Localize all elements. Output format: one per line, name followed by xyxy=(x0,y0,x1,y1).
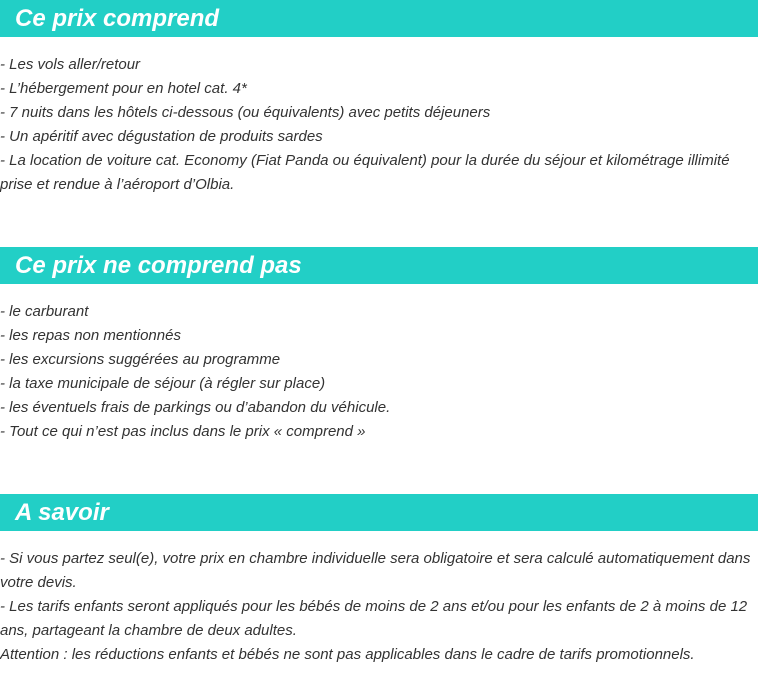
item-list xyxy=(0,531,758,667)
section-title: A savoir xyxy=(0,494,758,531)
list-item: - La location de voiture cat. Economy (Fiat Panda ou équivalent) pour la durée du séjour et kilométrage illimité prise et rendue à l’aéroport d’Olbia. xyxy=(0,152,730,193)
item-list xyxy=(0,284,758,444)
list-item: - les excursions suggérées au programme xyxy=(0,351,281,368)
list-item: - le carburant xyxy=(0,303,89,320)
list-item: - les éventuels frais de parkings ou d’abandon du véhicule. xyxy=(0,399,391,416)
section-title: Ce prix ne comprend pas xyxy=(0,247,758,284)
list-item: - L’hébergement pour en hotel cat. 4* xyxy=(0,80,247,97)
list-item: - Un apéritif avec dégustation de produits sardes xyxy=(0,128,323,145)
list-item: - Tout ce qui n’est pas inclus dans le prix « comprend » xyxy=(0,423,366,440)
item-list xyxy=(0,37,758,197)
section-good-to-know xyxy=(0,494,758,667)
section-price-includes xyxy=(0,0,758,197)
list-item: Attention : les réductions enfants et bébés ne sont pas applicables dans le cadre de tarifs promotionnels. xyxy=(0,646,695,663)
list-item: - les repas non mentionnés xyxy=(0,327,181,344)
section-price-excludes xyxy=(0,247,758,444)
list-item: - Les tarifs enfants seront appliqués pour les bébés de moins de 2 ans et/ou pour les enfants de 2 à moins de 12 ans, partageant la chambre de deux adultes. xyxy=(0,598,748,639)
list-item: - Les vols aller/retour xyxy=(0,56,141,73)
section-title: Ce prix comprend xyxy=(0,0,758,37)
list-item: - la taxe municipale de séjour (à régler sur place) xyxy=(0,375,326,392)
list-item: - Si vous partez seul(e), votre prix en chambre individuelle sera obligatoire et sera calculé automatiquement dans votre devis. xyxy=(0,550,751,591)
list-item: - 7 nuits dans les hôtels ci-dessous (ou équivalents) avec petits déjeuners xyxy=(0,104,491,121)
